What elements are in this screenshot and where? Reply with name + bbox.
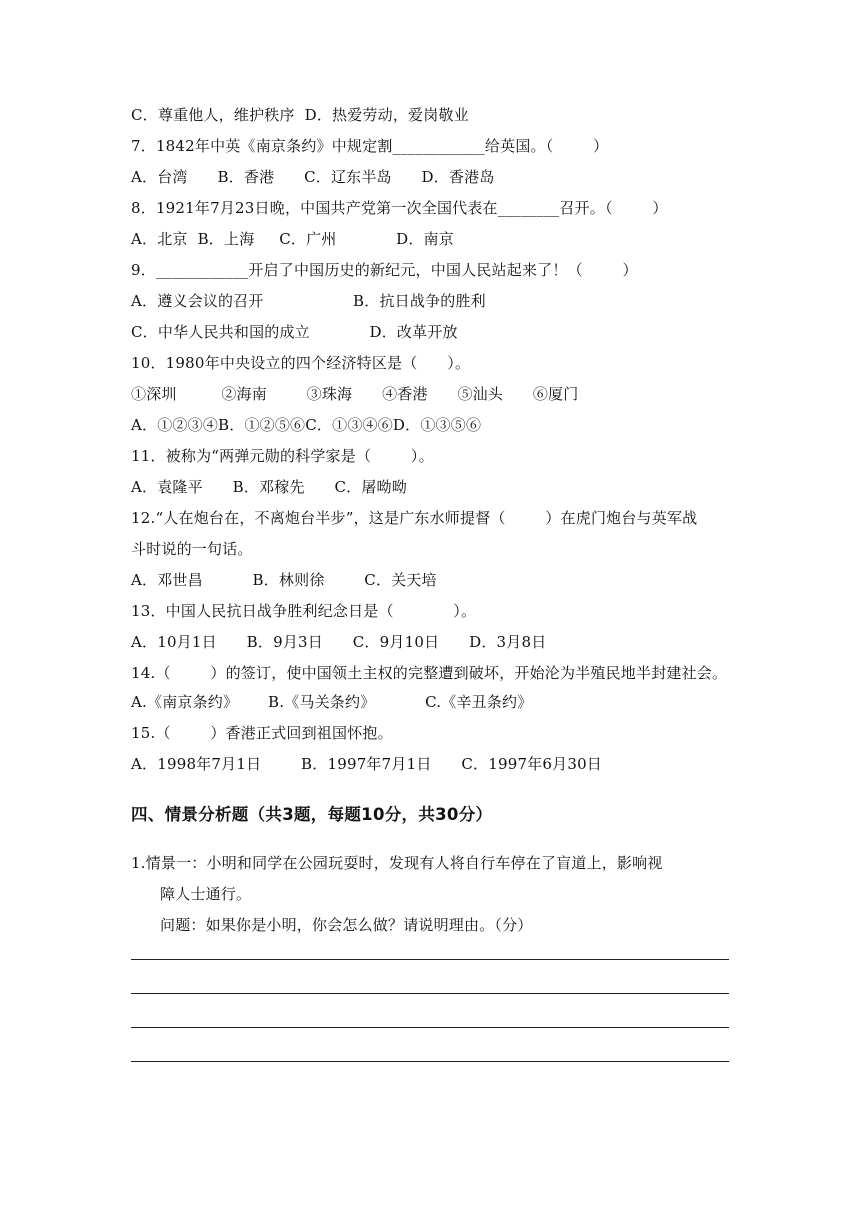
q6-options-cd: C．尊重他人，维护秩序 D．热爱劳动，爱岗敬业 — [131, 106, 469, 124]
q12-options: A．邓世昌 B．林则徐 C．关天培 — [131, 571, 437, 589]
section-title: 四、情景分析题（共3题，每题10分，共30分） — [131, 805, 493, 824]
q8-stem: 8．1921年7月23日晚，中国共产党第一次全国代表在________召开。（ ） — [131, 199, 668, 217]
q11-stem: 11．被称为“两弹元勋的科学家是（ ）。 — [131, 447, 434, 465]
answer-line[interactable] — [131, 959, 729, 960]
q7-options: A．台湾 B．香港 C．辽东半岛 D．香港岛 — [131, 168, 495, 186]
scenario-1-text-cont: 障人士通行。 — [160, 885, 252, 903]
q15-options: A．1998年7月1日 B．1997年7月1日 C．1997年6月30日 — [131, 755, 603, 773]
q9-options-cd: C．中华人民共和国的成立 D．改革开放 — [131, 323, 458, 341]
q11-options: A．袁隆平 B．邓稼先 C．屠呦呦 — [131, 478, 407, 496]
q9-options-ab: A．遵义会议的召开 B．抗日战争的胜利 — [131, 292, 486, 310]
scenario-1-question: 问题：如果你是小明，你会怎么做？请说明理由。（分） — [160, 916, 533, 934]
q7-stem: 7．1842年中英《南京条约》中规定割____________给英国。（ ） — [131, 137, 609, 155]
q10-choices: ①深圳 ②海南 ③珠海 ④香港 ⑤汕头 ⑥厦门 — [131, 385, 579, 403]
answer-line[interactable] — [131, 1027, 729, 1028]
q15-stem: 15.（ ）香港正式回到祖国怀抱。 — [131, 724, 393, 742]
q10-stem: 10．1980年中央设立的四个经济特区是（ ）。 — [131, 354, 471, 372]
q13-options: A．10月1日 B．9月3日 C．9月10日 D．3月8日 — [131, 633, 547, 651]
answer-line[interactable] — [131, 1061, 729, 1062]
q12-stem: 12.“人在炮台在，不离炮台半步”，这是广东水师提督（ ）在虎门炮台与英军战 — [131, 509, 698, 527]
q8-options: A．北京 B．上海 C．广州 D．南京 — [131, 230, 454, 248]
q14-stem: 14.（ ）的签订，使中国领土主权的完整遭到破坏，开始沦为半殖民地半封建社会。 — [131, 664, 728, 682]
answer-line[interactable] — [131, 993, 729, 994]
q14-options: A.《南京条约》 B.《马关条约》 C.《辛丑条约》 — [131, 693, 533, 711]
scenario-1-text: 1.情景一：小明和同学在公园玩耍时，发现有人将自行车停在了盲道上，影响视 — [131, 854, 663, 872]
q13-stem: 13．中国人民抗日战争胜利纪念日是（ ）。 — [131, 602, 477, 620]
q12-stem-cont: 斗时说的一句话。 — [131, 540, 253, 558]
q10-options: A．①②③④B．①②⑤⑥C．①③④⑥D．①③⑤⑥ — [131, 416, 482, 434]
q9-stem: 9．____________开启了中国历史的新纪元，中国人民站起来了！（ ） — [131, 261, 638, 279]
